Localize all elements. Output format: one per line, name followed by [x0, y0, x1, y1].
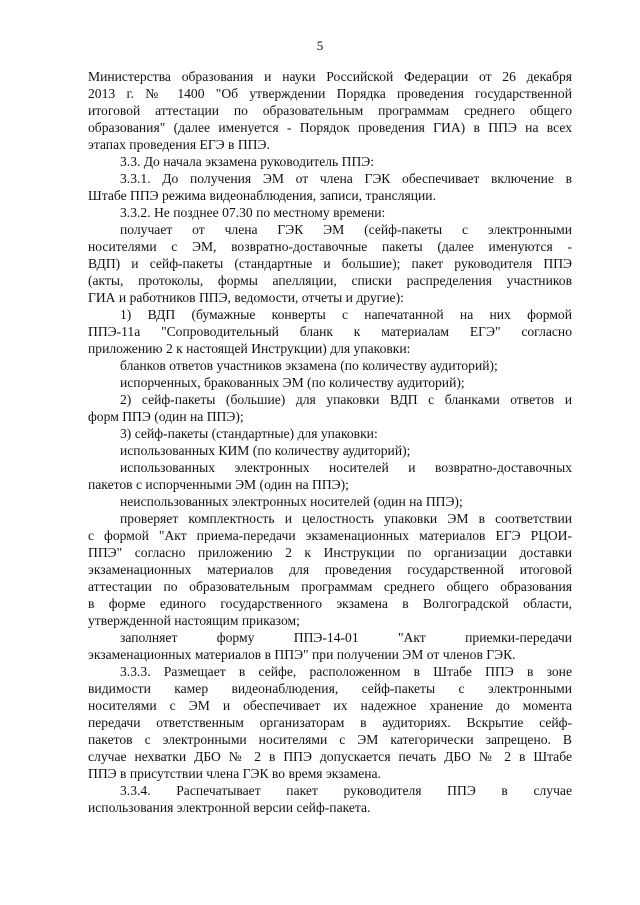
text-line: этапах проведения ЕГЭ в ППЭ.	[88, 137, 270, 152]
text-line: 2) сейф-пакеты (большие) для упаковки ВДП с бланками ответов и	[120, 392, 572, 407]
text-line: 3.3.1. До получения ЭМ от члена ГЭК обеспечивает включение в	[120, 171, 572, 186]
text-line: случае нехватки ДБО № 2 в ППЭ допускается печать ДБО № 2 в Штабе	[88, 749, 572, 764]
text-line: проверяет комплектность и целостность упаковки ЭМ в соответствии	[120, 511, 572, 526]
text-line: ППЭ" согласно приложению 2 к Инструкции по организации доставки	[88, 545, 572, 560]
text-line: ППЭ-11а "Сопроводительный бланк к материалам ЕГЭ" согласно	[88, 324, 572, 339]
text-line: 3.3.2. Не позднее 07.30 по местному времени:	[120, 205, 386, 220]
text-line: использованных электронных носителей и возвратно-доставочных	[120, 460, 572, 475]
text-line: передачи ответственным организаторам в аудиториях. Вскрытие сейф-	[88, 715, 572, 730]
text-line: 2013 г. № 1400 "Об утверждении Порядка проведения государственной	[88, 86, 572, 101]
text-line: пакетов с электронными носителями с ЭМ категорически запрещено. В	[88, 732, 572, 747]
text-line: носителями с ЭМ, возвратно-доставочные пакеты (далее именуются -	[88, 239, 572, 254]
text-line: носителями с ЭМ и обеспечивает их надежное хранение до момента	[88, 698, 572, 713]
text-line: в форме единого государственного экзамена в Волгоградской области,	[88, 596, 572, 611]
text-line: аттестации по образовательным программам среднего общего образования	[88, 579, 572, 594]
text-line: испорченных, бракованных ЭМ (по количеству аудиторий);	[120, 375, 465, 390]
text-line: ВДП) и сейф-пакеты (стандартные и большие); пакет руководителя ППЭ	[88, 256, 572, 271]
text-line: неиспользованных электронных носителей (один на ППЭ);	[120, 494, 463, 509]
text-line: с формой "Акт приема-передачи экзаменационных материалов ЕГЭ РЦОИ-	[88, 528, 572, 543]
text-line: ГИА и работников ППЭ, ведомости, отчеты и другие):	[88, 290, 404, 305]
text-line: использования электронной версии сейф-пакета.	[88, 800, 371, 815]
text-line: 3.3.4. Распечатывает пакет руководителя ППЭ в случае	[120, 783, 572, 798]
text-line: 3.3. До начала экзамена руководитель ППЭ:	[120, 154, 375, 169]
text-line: использованных КИМ (по количеству аудиторий);	[120, 443, 411, 458]
text-line: видимости камер видеонаблюдения, сейф-пакеты с электронными	[88, 681, 572, 696]
text-line: экзаменационных материалов для проведения государственной итоговой	[88, 562, 572, 577]
text-line: 3) сейф-пакеты (стандартные) для упаковки:	[120, 426, 378, 441]
text-line: (акты, протоколы, формы апелляции, списки распределения участников	[88, 273, 572, 288]
text-line: бланков ответов участников экзамена (по количеству аудиторий);	[120, 358, 498, 373]
text-line: Министерства образования и науки Российской Федерации от 26 декабря	[88, 69, 572, 84]
text-line: итоговой аттестации по образовательным программам среднего общего	[88, 103, 572, 118]
text-line: приложению 2 к настоящей Инструкции) для упаковки:	[88, 341, 411, 356]
text-line: образования" (далее именуется - Порядок проведения ГИА) в ППЭ на всех	[88, 120, 572, 135]
page-number: 5	[316, 38, 324, 53]
text-line: 3.3.3. Размещает в сейфе, расположенном в Штабе ППЭ в зоне	[120, 664, 572, 679]
document-body	[88, 68, 572, 816]
text-line: пакетов с испорченными ЭМ (один на ППЭ);	[88, 477, 349, 492]
text-line: 1) ВДП (бумажные конверты с напечатанной на них формой	[120, 307, 572, 322]
text-line: утвержденной настоящим приказом;	[88, 613, 300, 628]
text-line: заполняет форму ППЭ-14-01 "Акт приемки-передачи	[120, 630, 572, 645]
text-line: ППЭ в присутствии члена ГЭК во время экзамена.	[88, 766, 381, 781]
text-line: Штабе ППЭ режима видеонаблюдения, записи, трансляции.	[88, 188, 436, 203]
text-line: экзаменационных материалов в ППЭ" при получении ЭМ от членов ГЭК.	[88, 647, 516, 662]
text-line: получает от члена ГЭК ЭМ (сейф-пакеты с электронными	[120, 222, 572, 237]
text-line: форм ППЭ (один на ППЭ);	[88, 409, 244, 424]
